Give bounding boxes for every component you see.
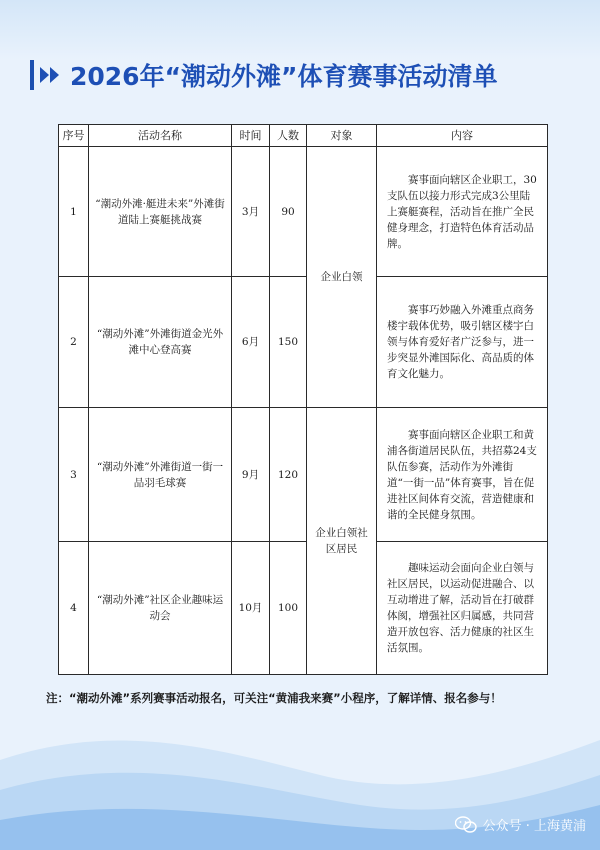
- header-count: 人数: [270, 125, 307, 147]
- row-count: 150: [270, 277, 307, 408]
- row-content: 赛事巧妙融入外滩重点商务楼宇载体优势，吸引辖区楼宇白领与体育爱好者广泛参与，进一步突显外滩国际化、高品质的体育文化魅力。: [377, 277, 548, 408]
- watermark-text: 公众号 · 上海黄浦: [482, 819, 586, 834]
- row-no: 4: [59, 542, 89, 675]
- row-time: 3月: [232, 147, 270, 277]
- page-title: 2026年“潮动外滩”体育赛事活动清单: [70, 62, 498, 91]
- watermark: [455, 815, 586, 834]
- row-target: 企业白领社区居民: [307, 408, 377, 675]
- title-bar-decoration: [30, 60, 34, 90]
- table-row: [59, 408, 548, 542]
- table-row: [59, 147, 548, 277]
- row-target: 企业白领: [307, 147, 377, 408]
- header-no: 序号: [59, 125, 89, 147]
- row-name: “潮动外滩”社区企业趣味运动会: [89, 542, 232, 675]
- row-name: “潮动外滩”外滩街道一街一品羽毛球赛: [89, 408, 232, 542]
- header-content: 内容: [377, 125, 548, 147]
- double-arrow-icon: [40, 67, 62, 83]
- row-time: 6月: [232, 277, 270, 408]
- row-count: 120: [270, 408, 307, 542]
- top-background: [0, 0, 600, 60]
- header-time: 时间: [232, 125, 270, 147]
- wechat-icon: [455, 816, 477, 834]
- row-name: “潮动外滩”外滩街道金光外滩中心登高赛: [89, 277, 232, 408]
- events-table: [58, 124, 548, 675]
- title-row: [30, 58, 497, 92]
- row-name: “潮动外滩·艇进未来”外滩街道陆上赛艇挑战赛: [89, 147, 232, 277]
- row-count: 90: [270, 147, 307, 277]
- table-row: [59, 277, 548, 408]
- table-row: [59, 542, 548, 675]
- row-no: 1: [59, 147, 89, 277]
- header-name: 活动名称: [89, 125, 232, 147]
- row-time: 10月: [232, 542, 270, 675]
- row-time: 9月: [232, 408, 270, 542]
- row-no: 3: [59, 408, 89, 542]
- row-content: 赛事面向辖区企业职工和黄浦各街道居民队伍，共招募24支队伍参赛，活动作为外滩街道“一街一品”体育赛事，旨在促进社区间体育交流，营造健康和谐的全民健身氛围。: [377, 408, 548, 542]
- header-target: 对象: [307, 125, 377, 147]
- row-content: 趣味运动会面向企业白领与社区居民，以运动促进融合、以互动增进了解，活动旨在打破群体阂，增强社区归属感，共同营造开放包容、活力健康的社区生活氛围。: [377, 542, 548, 675]
- row-count: 100: [270, 542, 307, 675]
- row-content: 赛事面向辖区企业职工，30支队伍以接力形式完成3公里陆上赛艇赛程，活动旨在推广全民健身理念，打造特色体育活动品牌。: [377, 147, 548, 277]
- footnote: 注：“潮动外滩”系列赛事活动报名，可关注“黄浦我来赛”小程序，了解详情、报名参与！: [46, 691, 502, 705]
- table-header-row: [59, 125, 548, 147]
- row-no: 2: [59, 277, 89, 408]
